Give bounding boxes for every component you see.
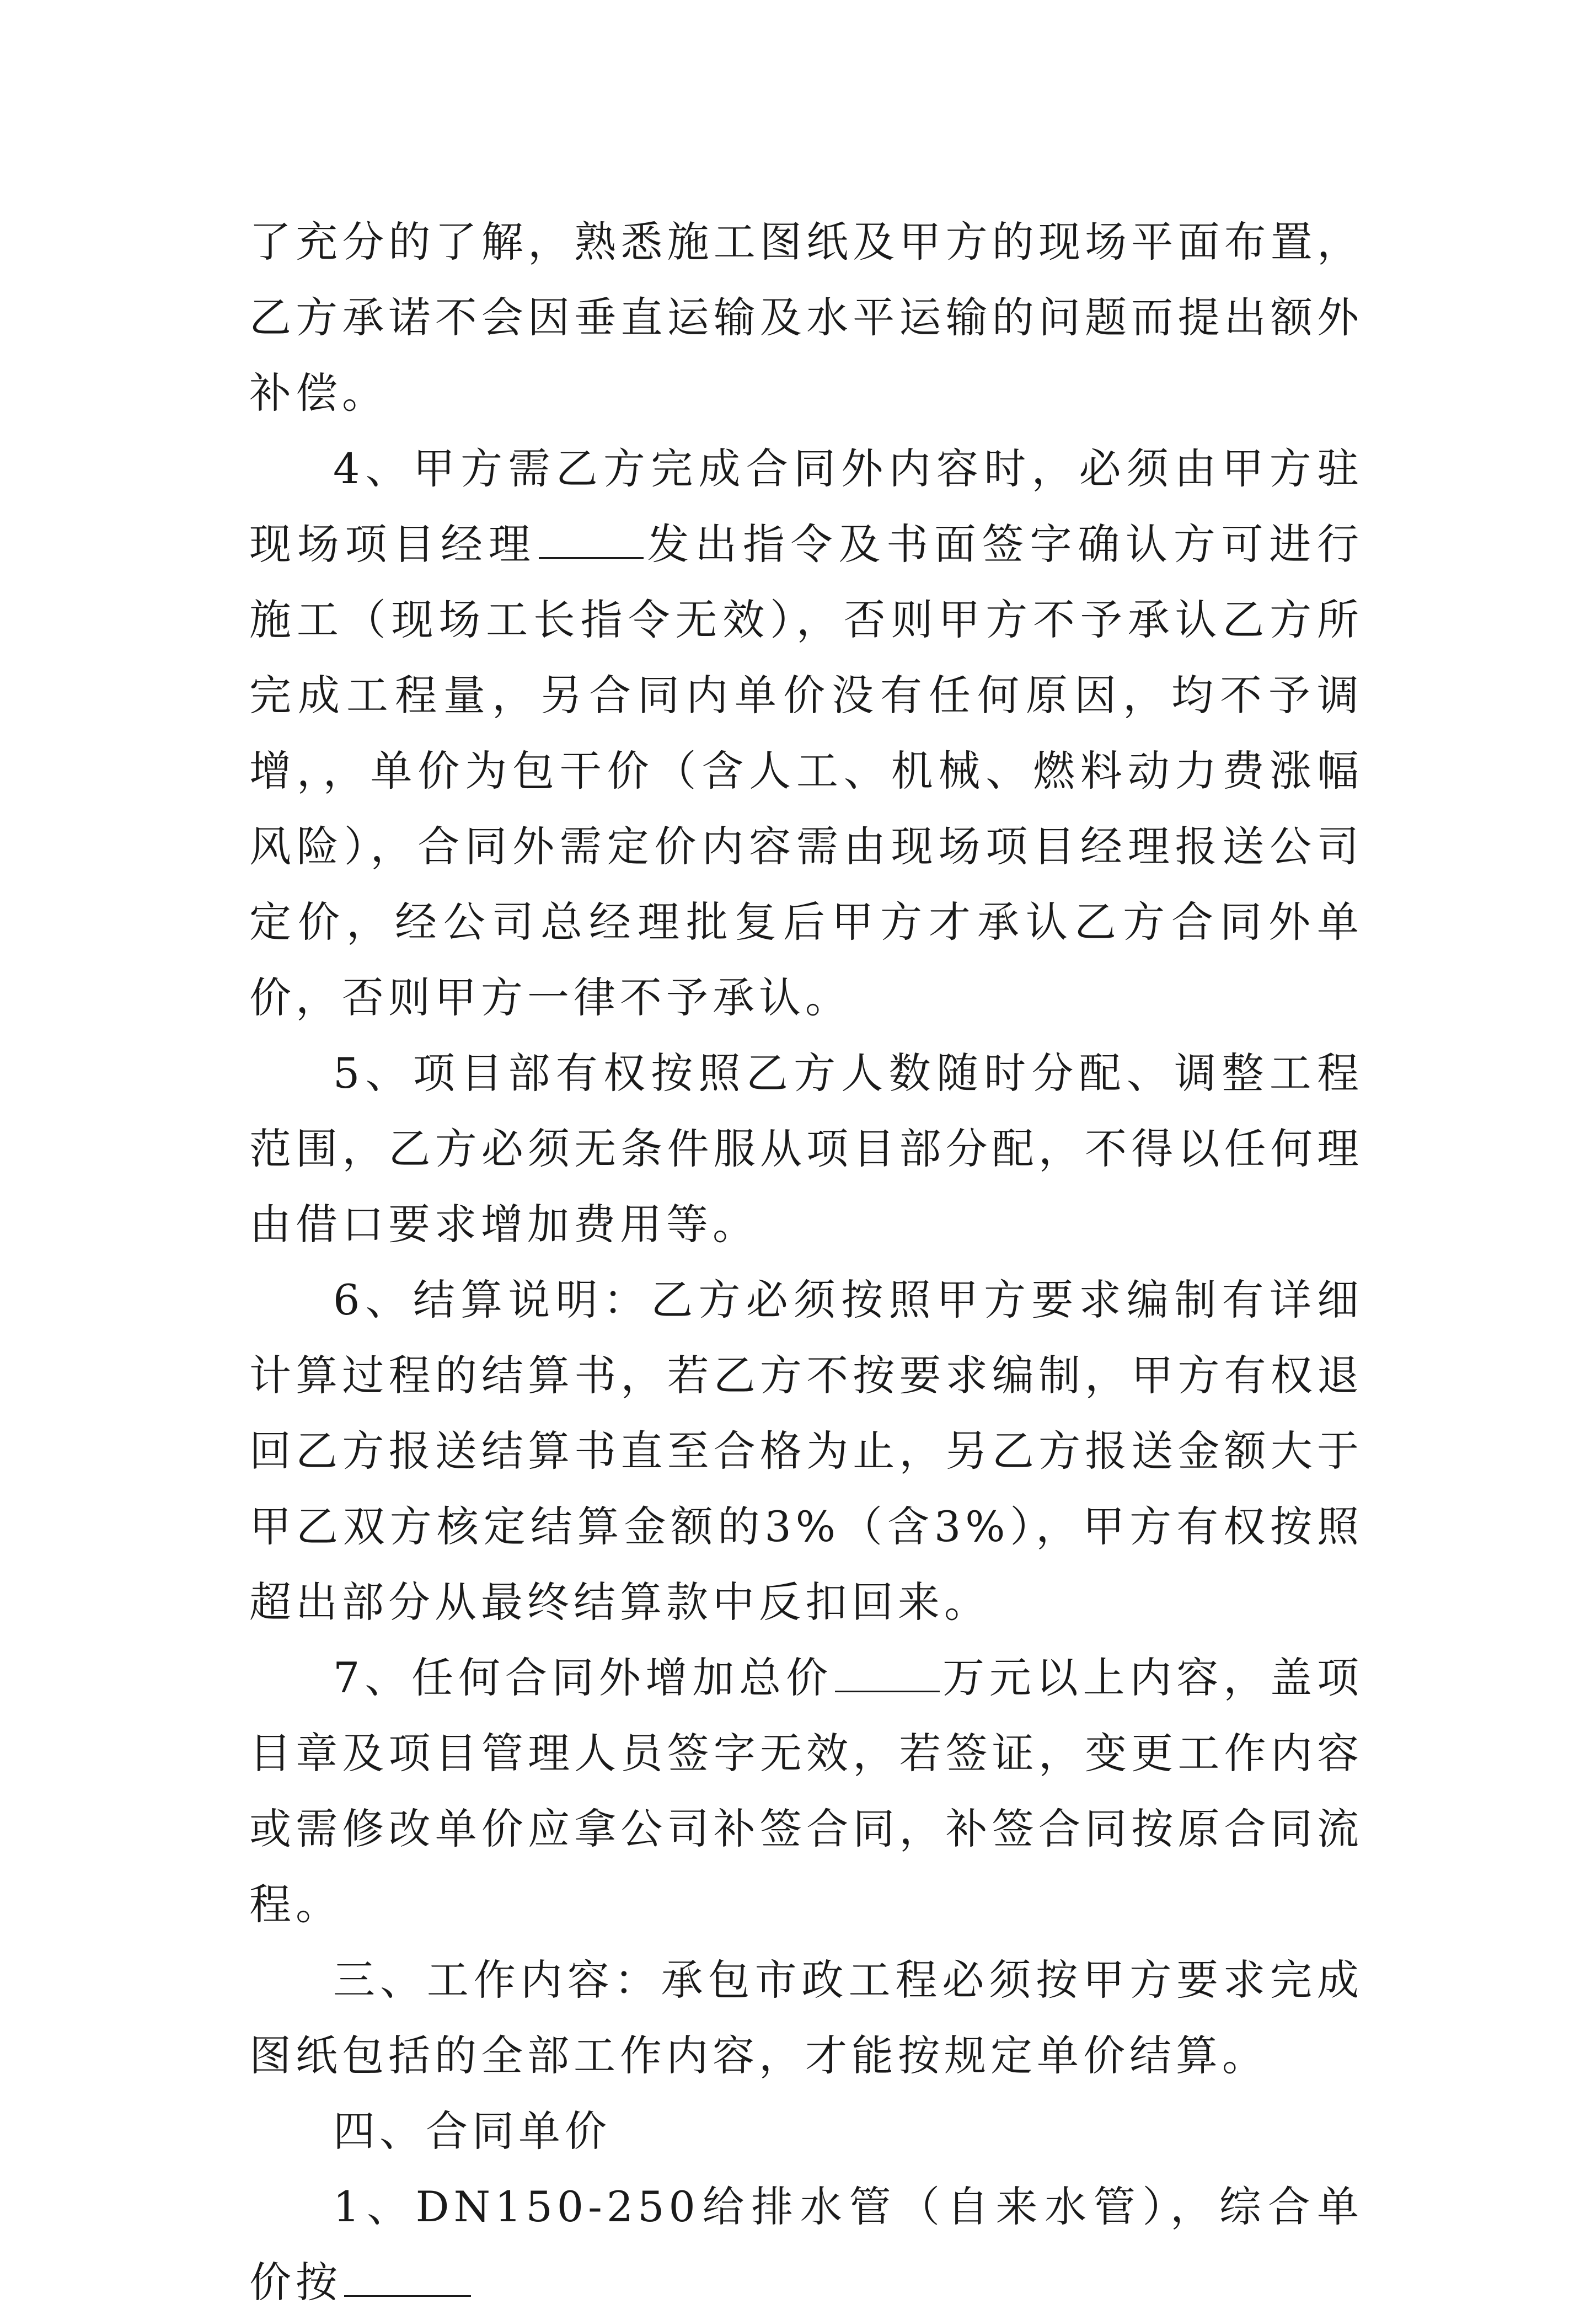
- fill-in-blank-unit-price[interactable]: [344, 2255, 471, 2297]
- document-body: [249, 204, 1363, 2320]
- paragraph-text: 了充分的了解，熟悉施工图纸及甲方的现场平面布置，乙方承诺不会因垂直运输及水平运输的问题而提出额外补偿。: [249, 217, 1363, 418]
- fill-in-blank-project-manager[interactable]: [539, 517, 644, 559]
- fill-in-blank-total-price[interactable]: [835, 1651, 940, 1692]
- paragraph-item-5: [249, 1035, 1363, 1262]
- paragraph-continuation: [249, 204, 1363, 431]
- paragraph-text: 6、结算说明：乙方必须按照甲方要求编制有详细计算过程的结算书，若乙方不按要求编制，甲方有权退回乙方报送结算书直至合格为止，另乙方报送金额大于甲乙双方核定结算金额的3%（含3%），甲方有权按照超出部分从最终结算款中反扣回来。: [249, 1275, 1363, 1627]
- paragraph-text: 5、项目部有权按照乙方人数随时分配、调整工程范围，乙方必须无条件服从项目部分配，不得以任何理由借口要求增加费用等。: [249, 1049, 1363, 1249]
- paragraph-text: 7、任何合同外增加总价: [333, 1653, 833, 1702]
- paragraph-text: 4、甲方需乙方完成合同外内容时，必须由甲方驻现场项目经理: [249, 444, 1363, 569]
- paragraph-text: 万元以上内容，盖项目章及项目管理人员签字无效，若签证，变更工作内容或需修改单价应拿公司补签合同，补签合同按原合同流程。: [249, 1653, 1364, 1929]
- paragraph-section-4: [249, 2093, 1363, 2169]
- paragraph-text: 1、DN150-250给排水管（自来水管），综合单价按: [249, 2182, 1363, 2307]
- paragraph-item-4: [249, 431, 1363, 1035]
- paragraph-price-1: [249, 2169, 1363, 2320]
- paragraph-text: 三、工作内容：承包市政工程必须按甲方要求完成图纸包括的全部工作内容，才能按规定单价结算。: [249, 1955, 1363, 2080]
- paragraph-text: 发出指令及书面签字确认方可进行施工（现场工长指令无效），否则甲方不予承认乙方所完成工程量，另合同内单价没有任何原因，均不予调增，，单价为包干价（含人工、机械、燃料动力费涨幅风险），合同外需定价内容需由现场项目经理报送公司定价，经公司总经理批复后甲方才承认乙方合同外单价，否则甲方一律不予承认。: [249, 520, 1364, 1022]
- paragraph-section-3: [249, 1942, 1363, 2093]
- paragraph-item-7: [249, 1640, 1363, 1942]
- section-heading: 四、合同单价: [333, 2107, 611, 2156]
- paragraph-item-6: [249, 1262, 1363, 1640]
